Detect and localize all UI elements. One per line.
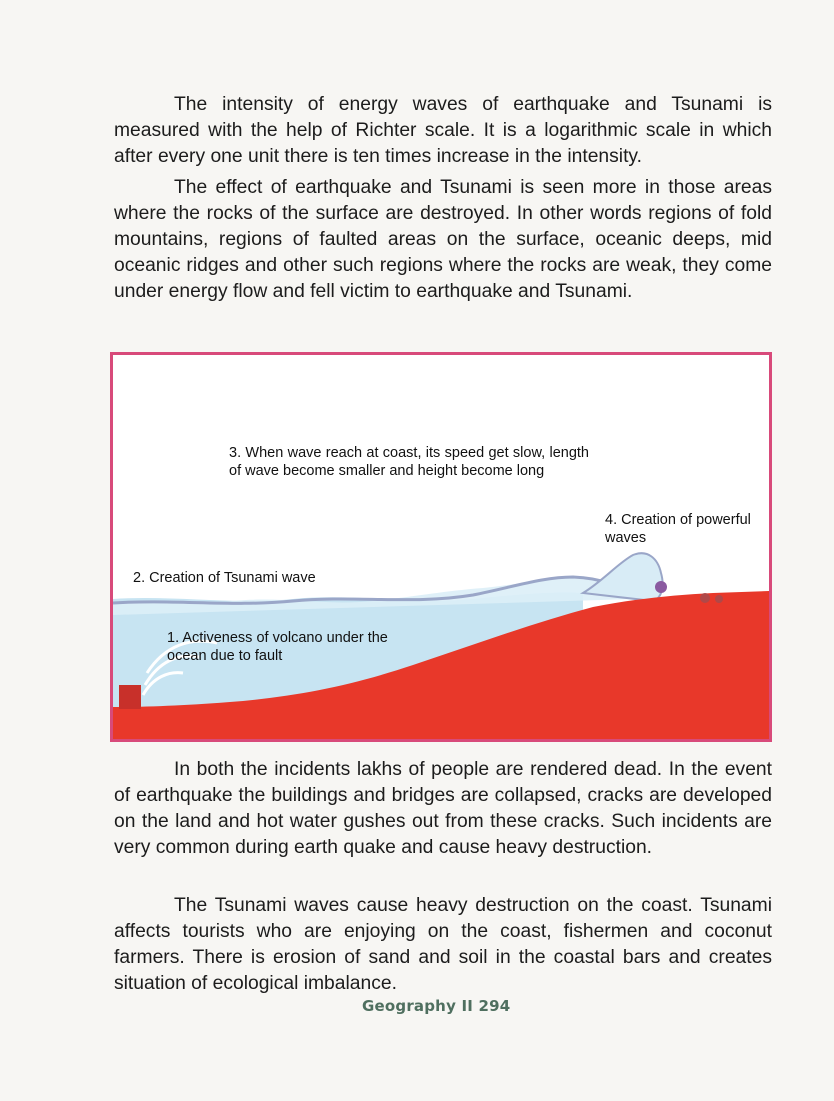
coastal-tree (655, 581, 667, 593)
tsunami-diagram (110, 352, 772, 742)
label-tsunami-wave: 2. Creation of Tsunami wave (133, 570, 316, 586)
volcano-vent (119, 685, 141, 709)
label-powerful-waves: 4. Creation of powerful waves (605, 512, 751, 546)
label-wave-reach-coast: 3. When wave reach at coast, its speed get slow, length of wave become smaller and height become long (229, 445, 589, 479)
coastal-rock (715, 595, 723, 603)
coastal-rock (700, 593, 710, 603)
tsunami-illustration (113, 355, 769, 739)
paragraph-affected-areas: The effect of earthquake and Tsunami is seen more in those areas where the rocks of the surface are destroyed. In other words regions of fold mountains, regions of faulted areas on the surface, oceanic deeps, mid oceanic ridges and other such regions where the rocks are weak, they come under energy flow and fell victim to earthquake and Tsunami. (114, 177, 772, 302)
label-volcano-activeness: 1. Activeness of volcano under the ocean due to fault (167, 630, 388, 664)
powerful-wave (583, 553, 663, 601)
paragraph-coastal-destruction: The Tsunami waves cause heavy destruction on the coast. Tsunami affects tourists who are enjoying on the coast, fishermen and coconut farmers. There is erosion of sand and soil in the coastal bars and creates situation of ecological imbalance. (114, 895, 772, 994)
page-footer: Geography II 294 (362, 997, 511, 1015)
paragraph-incidents: In both the incidents lakhs of people are rendered dead. In the event of earthquake the buildings and bridges are collapsed, cracks are developed on the land and hot water gushes out from these cracks. Such incidents are very common during earth quake and cause heavy destruction. (114, 759, 772, 858)
paragraph-richter-scale: The intensity of energy waves of earthquake and Tsunami is measured with the help of Richter scale. It is a logarithmic scale in which after every one unit there is ten times increase in the intensity. (114, 94, 772, 167)
